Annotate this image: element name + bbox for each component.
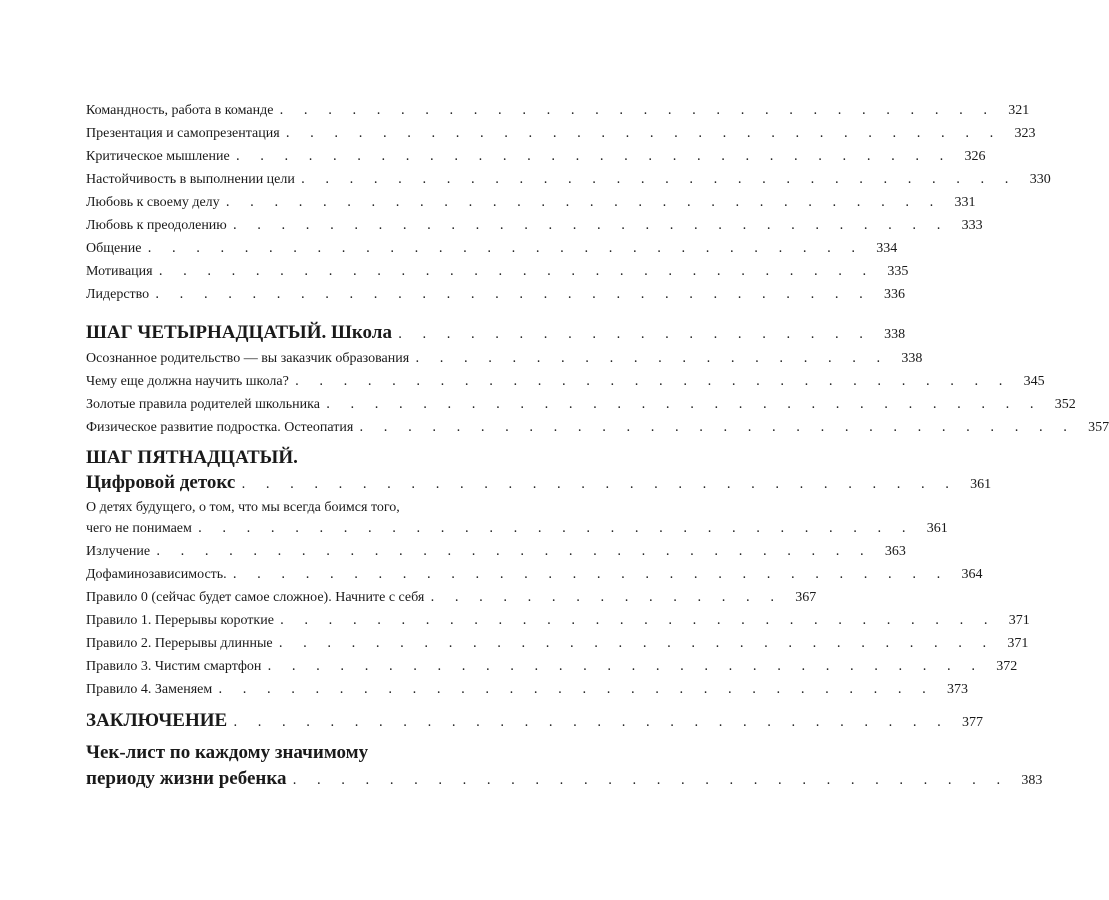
leader-dots: . . . . . . . . . . . . . . . . . . . . . . . . . . . . . .	[278, 636, 995, 651]
toc-entry-page: 323	[1014, 126, 1036, 141]
toc-entry-title: Общение	[86, 241, 142, 256]
toc-entry-page: 333	[961, 218, 983, 233]
section-title-line1: Чек-лист по каждому значимому	[86, 742, 369, 763]
leader-dots: . . . . . . . . . . . . . . . . . . . . . . . . . . . . . .	[197, 521, 914, 536]
leader-dots: . . . . . . . . . . . . . . . . . . . . . . . . . . . . . .	[300, 172, 1017, 187]
toc-entry	[86, 521, 948, 537]
toc-entry	[86, 374, 1045, 390]
toc-entry-title: Правило 0 (сейчас будет самое сложное). Начните с себя	[86, 590, 425, 605]
toc-section-heading	[86, 472, 992, 494]
toc-entry-page: 338	[901, 351, 923, 366]
toc-section-heading	[86, 768, 1043, 790]
leader-dots: . . . . . . . . . . . . . . . . . . . . . . . . . . . . . .	[147, 241, 864, 256]
toc-entry	[86, 397, 1076, 413]
toc-entry	[86, 682, 969, 698]
toc-entry-title: Золотые правила родителей школьника	[86, 397, 320, 412]
leader-dots: . . . . . . . . . . . . . . . . . . . . . . . . . . . . . .	[232, 567, 949, 582]
toc-section-heading	[86, 322, 906, 344]
leader-dots: . . . . . . . . . . . . . . . . . . . .	[415, 351, 889, 366]
toc-entry	[86, 590, 817, 606]
leader-dots: . . . . . . . . . . . . . . . . . . . . . . . . . . . . . .	[155, 287, 871, 302]
toc-entry-page: 371	[1008, 613, 1030, 628]
section-title: периоду жизни ребенка	[86, 768, 287, 789]
toc-entry-page: 371	[1007, 636, 1029, 651]
toc-entry	[86, 126, 1036, 142]
toc-entry	[86, 149, 986, 165]
toc-entry-page: 335	[887, 264, 909, 279]
toc-entry	[86, 544, 906, 560]
section-title: Цифровой детокс	[86, 472, 236, 493]
leader-dots: . . . . . . . . . . . . . . . . . . . . . . . . . . . . . .	[218, 682, 935, 697]
leader-dots: . . . . . . . . . . . . . . . . . . . . . . . . . . . . . .	[225, 195, 942, 210]
toc-entry-title: Дофаминозависимость.	[86, 567, 227, 582]
toc-entry-page: 361	[926, 521, 948, 536]
toc-entry	[86, 218, 983, 234]
leader-dots: . . . . . . . . . . . . . . . . . . . . . . . . . . . . . .	[235, 149, 952, 164]
toc-entry-title: Мотивация	[86, 264, 153, 279]
toc-entry-page: 363	[884, 544, 906, 559]
toc-entry-title: Любовь к своему делу	[86, 195, 220, 210]
toc-entry	[86, 264, 909, 280]
toc-entry-page: 352	[1054, 397, 1076, 412]
toc-entry-page: 372	[996, 659, 1018, 674]
section-title-line1: ШАГ ПЯТНАДЦАТЫЙ.	[86, 447, 298, 468]
leader-dots: . . . . . . . . . . . . . . . . . . . . . . . . . . . . . .	[359, 420, 1076, 435]
toc-entry-page: 330	[1029, 172, 1051, 187]
toc-entry	[86, 241, 898, 257]
toc-entry-page: 326	[964, 149, 986, 164]
leader-dots: . . . . . . . . . . . . . . . . . . . . . . . . . . . . . .	[325, 397, 1042, 412]
leader-dots: . . . . . . . . . . . . . . . . . . . . . . . . . . . . . .	[292, 773, 1009, 788]
toc-entry	[86, 567, 983, 583]
toc-entry-title: Правило 4. Заменяем	[86, 682, 213, 697]
leader-dots: . . . . . . . . . . . . . . . . . . . . . . . . . . . . . .	[294, 374, 1011, 389]
toc-entry-title: Настойчивость в выполнении цели	[86, 172, 295, 187]
toc-entry-title: Правило 3. Чистим смартфон	[86, 659, 262, 674]
toc-entry-title-line1: О детях будущего, о том, что мы всегда боимся того,	[86, 500, 400, 515]
toc-entry-title: Правило 1. Перерывы короткие	[86, 613, 274, 628]
toc-entry-title: Физическое развитие подростка. Остеопатия	[86, 420, 354, 435]
section-title: ЗАКЛЮЧЕНИЕ	[86, 710, 228, 731]
toc-entry	[86, 420, 1109, 436]
section-page: 377	[962, 715, 984, 730]
leader-dots: . . . . . . . . . . . . . . . . . . . . . . . . . . . . . .	[267, 659, 984, 674]
toc-entry-page: 345	[1023, 374, 1045, 389]
leader-dots: . . . . . . . . . . . . . . . . . . . . . . . . . . . . . .	[158, 264, 875, 279]
section-page: 383	[1021, 773, 1043, 788]
toc-entry	[86, 659, 1018, 675]
toc-entry-title: Осознанное родительство — вы заказчик образования	[86, 351, 410, 366]
toc-entry	[86, 613, 1030, 629]
toc-entry-title: Командность, работа в команде	[86, 103, 274, 118]
toc-entry-page: 364	[961, 567, 983, 582]
leader-dots: . . . . . . . . . . . . . . . . . . . . . . . . . . . . . .	[241, 477, 958, 492]
section-title: ШАГ ЧЕТЫРНАДЦАТЫЙ. Школа	[86, 322, 392, 343]
toc-entry-page: 334	[876, 241, 898, 256]
leader-dots: . . . . . . . . . . . . . . .	[430, 590, 783, 605]
leader-dots: . . . . . . . . . . . . . . . . . . . .	[397, 327, 872, 342]
leader-dots: . . . . . . . . . . . . . . . . . . . . . . . . . . . . . .	[279, 103, 996, 118]
section-page: 338	[884, 327, 906, 342]
toc-entry-page: 331	[954, 195, 976, 210]
toc-entry	[86, 636, 1029, 652]
leader-dots: . . . . . . . . . . . . . . . . . . . . . . . . . . . . . .	[156, 544, 872, 559]
leader-dots: . . . . . . . . . . . . . . . . . . . . . . . . . . . . . .	[279, 613, 996, 628]
section-page: 361	[970, 477, 992, 492]
toc-entry-page: 321	[1008, 103, 1030, 118]
toc-entry	[86, 172, 1051, 188]
toc-section-heading	[86, 710, 984, 732]
leader-dots: . . . . . . . . . . . . . . . . . . . . . . . . . . . . . .	[233, 715, 950, 730]
toc-entry-title: Любовь к преодолению	[86, 218, 227, 233]
toc-entry-page: 357	[1088, 420, 1109, 435]
toc-entry-page: 373	[947, 682, 969, 697]
toc-entry-page: 367	[795, 590, 817, 605]
leader-dots: . . . . . . . . . . . . . . . . . . . . . . . . . . . . . .	[285, 126, 1002, 141]
leader-dots: . . . . . . . . . . . . . . . . . . . . . . . . . . . . . .	[232, 218, 949, 233]
toc-entry	[86, 351, 923, 367]
toc-entry	[86, 103, 1030, 119]
toc-entry-title: чего не понимаем	[86, 521, 192, 536]
toc-entry-title: Презентация и самопрезентация	[86, 126, 280, 141]
toc-entry-page: 336	[883, 287, 905, 302]
toc-entry-title: Правило 2. Перерывы длинные	[86, 636, 273, 651]
toc-entry-title: Излучение	[86, 544, 151, 559]
toc-entry	[86, 195, 976, 211]
toc-entry	[86, 287, 905, 303]
toc-entry-title: Критическое мышление	[86, 149, 230, 164]
toc-entry-title: Лидерство	[86, 287, 150, 302]
toc-entry-title: Чему еще должна научить школа?	[86, 374, 289, 389]
